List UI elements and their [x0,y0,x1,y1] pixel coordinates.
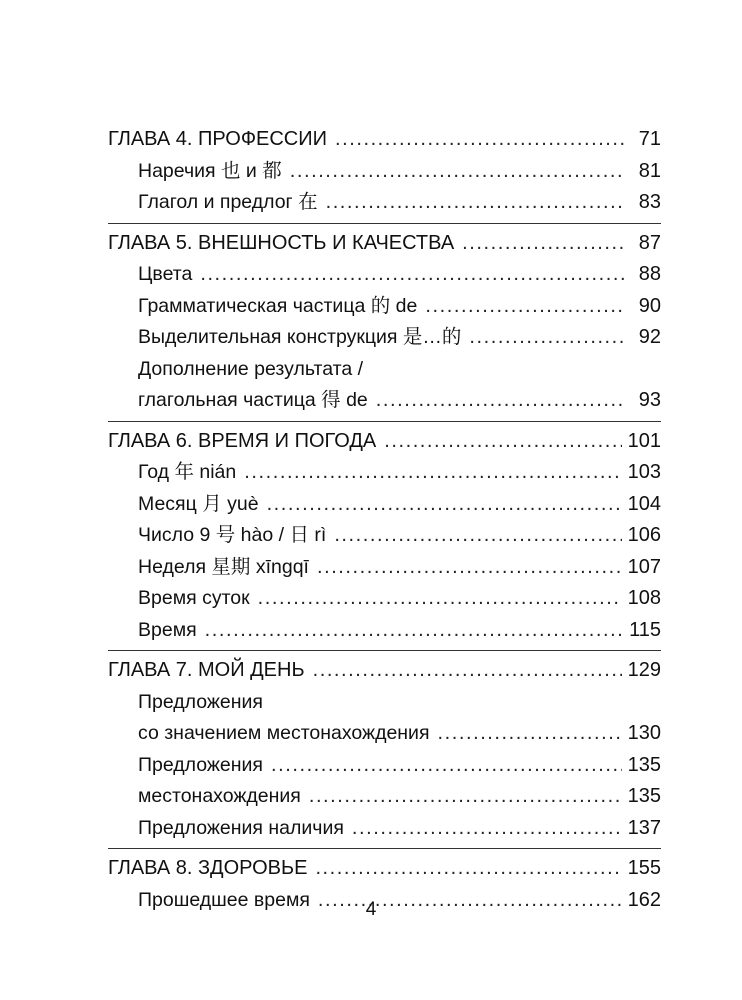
chapter-4 [108,124,661,223]
entry-title: Грамматическая частица 的 de [138,294,418,317]
entry-title: местонахождения [138,785,301,807]
toc-entry-row[interactable] [108,291,661,323]
page-ref: 137 [627,816,661,839]
dot-leader [425,291,625,323]
toc-entry-row[interactable] [108,615,661,647]
table-of-contents [108,124,661,916]
toc-entry-row[interactable] [108,520,661,552]
dot-leader [290,156,625,188]
page-ref: 87 [638,231,661,254]
page-ref: 106 [627,524,661,546]
dot-leader [258,583,622,615]
entry-title: глагольная частица 得 de [138,389,368,411]
entry-title: Предложения наличия [138,816,344,839]
dot-leader [352,813,622,845]
chapter-6 [108,421,661,651]
toc-entry-row[interactable] [108,156,661,188]
toc-entry-row[interactable] [108,259,661,291]
dot-leader [271,750,622,782]
dot-leader [313,655,622,687]
page-ref: 83 [638,191,661,213]
toc-chapter-row[interactable] [108,655,661,687]
page-ref: 90 [638,294,661,317]
entry-title-line1: Дополнение результата / [138,357,364,380]
page-ref: 93 [638,389,661,411]
page-ref: 101 [627,429,661,452]
dot-leader [244,457,621,489]
entry-title-line1: Предложения [138,690,263,713]
toc-entry-row[interactable] [108,457,661,489]
chapter-title: ГЛАВА 7. МОЙ ДЕНЬ [108,659,305,681]
page-ref: 115 [629,618,661,641]
toc-entry-row[interactable] [108,187,661,219]
dot-leader [384,426,621,458]
toc-entry-first-line[interactable] [108,687,661,719]
toc-chapter-row[interactable] [108,228,661,260]
entry-title: Год 年 nián [138,461,237,483]
toc-entry-row[interactable] [108,813,661,845]
entry-title: Время [138,618,197,641]
page-ref: 107 [627,555,661,578]
chapter-title: ГЛАВА 6. ВРЕМЯ И ПОГОДА [108,429,377,452]
entry-title: Предложения [138,753,263,776]
dot-leader [205,615,623,647]
toc-entry-row[interactable] [108,781,661,813]
entry-title: Месяц 月 yuè [138,492,259,515]
dot-leader [376,385,625,417]
entry-title: Выделительная конструкция 是…的 [138,326,462,348]
toc-entry-row[interactable] [108,718,661,750]
dot-leader [335,124,625,156]
toc-entry-row[interactable] [108,322,661,354]
page-ref: 92 [638,326,661,348]
chapter-title: ГЛАВА 8. ЗДОРОВЬЕ [108,857,308,879]
dot-leader [326,187,625,219]
chapter-7 [108,650,661,848]
toc-chapter-row[interactable] [108,426,661,458]
toc-entry-row[interactable] [108,489,661,521]
chapter-5 [108,223,661,421]
entry-title: Число 9 号 hào / 日 rì [138,524,327,546]
page-ref: 88 [638,263,661,285]
dot-leader [334,520,621,552]
dot-leader [267,489,622,521]
page-ref: 129 [627,659,661,681]
page-ref: 135 [627,753,661,776]
page-ref: 155 [627,857,661,879]
entry-title: Наречия 也 и 都 [138,159,282,182]
page-number: 4 [365,899,377,920]
page-ref: 135 [627,785,661,807]
toc-chapter-row[interactable] [108,124,661,156]
dot-leader [469,322,625,354]
page-ref: 71 [638,128,661,150]
entry-title: Глагол и предлог 在 [138,191,318,213]
page-ref: 162 [627,888,661,911]
toc-entry-row[interactable] [108,750,661,782]
entry-title: со значением местонахождения [138,722,430,744]
dot-leader [317,552,622,584]
entry-title: Время суток [138,587,250,609]
dot-leader [200,259,625,291]
page-ref: 104 [627,492,661,515]
toc-entry-first-line[interactable] [108,354,661,386]
chapter-title: ГЛАВА 5. ВНЕШНОСТЬ И КАЧЕСТВА [108,231,455,254]
dot-leader [462,228,625,260]
toc-entry-row[interactable] [108,552,661,584]
entry-title: Цвета [138,263,193,285]
dot-leader [309,781,622,813]
toc-entry-row[interactable] [108,385,661,417]
dot-leader [438,718,622,750]
entry-title: Прошедшее время [138,888,310,911]
toc-entry-row[interactable] [108,583,661,615]
page-ref: 130 [627,722,661,744]
toc-chapter-row[interactable] [108,853,661,885]
chapter-title: ГЛАВА 4. ПРОФЕССИИ [108,128,327,150]
page-ref: 103 [627,461,661,483]
page-ref: 108 [627,587,661,609]
page-ref: 81 [638,159,661,182]
dot-leader [315,853,621,885]
entry-title: Неделя 星期 xīngqī [138,555,309,578]
